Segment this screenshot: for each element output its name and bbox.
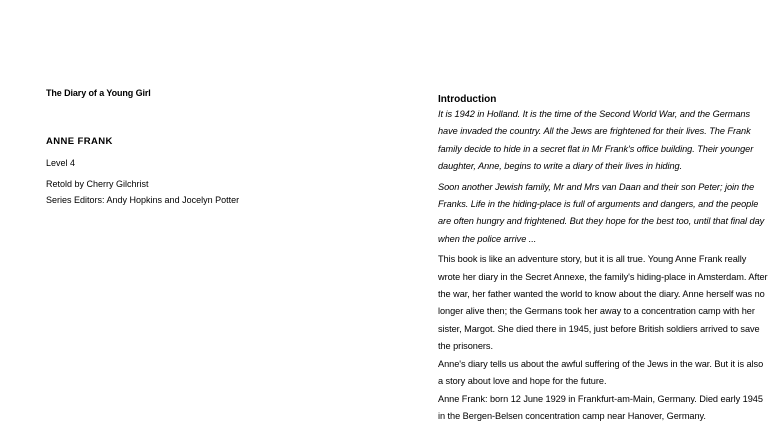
body-paragraph-2: Anne's diary tells us about the awful suffering of the Jews in the war. But it is also a story about love and hope for the future. bbox=[438, 358, 764, 387]
series-editors: Series Editors: Andy Hopkins and Jocelyn Potter bbox=[46, 195, 240, 205]
introduction-section bbox=[438, 94, 768, 425]
reading-level: Level 4 bbox=[46, 158, 76, 168]
intro-italic-paragraph-2: Soon another Jewish family, Mr and Mrs van Daan and their son Peter; join the Franks. Life in the hiding-place is full of arguments and dangers, and the people are often hungry and frightened. But they hope for the best too, until that final day when the police arrive ... bbox=[438, 181, 765, 244]
retold-by: Retold by Cherry Gilchrist bbox=[46, 179, 149, 189]
book-title: The Diary of a Young Girl bbox=[46, 88, 151, 98]
introduction-heading: Introduction bbox=[438, 94, 497, 105]
intro-italic-paragraph-1: It is 1942 in Holland. It is the time of the Second World War, and the Germans have invaded the country. All the Jews are frightened for their lives. The Frank family decide to hide in a secret flat in Mr Frank's office building. Their younger daughter, Anne, begins to write a diary of their lives in hiding. bbox=[438, 109, 754, 172]
body-paragraph-1: This book is like an adventure story, but it is all true. Young Anne Frank really wrote her diary in the Secret Annexe, the family's hiding-place in Amsterdam. After the war, her father wanted the world to know about the diary. Anne herself was no longer alive then; the Germans took her away to a concentration camp with her sister, Margot. She died there in 1945, just before British soldiers arrived to save the prisoners. bbox=[438, 254, 768, 352]
author-bio-paragraph: Anne Frank: born 12 June 1929 in Frankfurt-am-Main, Germany. Died early 1945 in the Bergen-Belsen concentration camp near Hanover, Germany. bbox=[438, 393, 763, 421]
author-name: ANNE FRANK bbox=[46, 136, 113, 147]
